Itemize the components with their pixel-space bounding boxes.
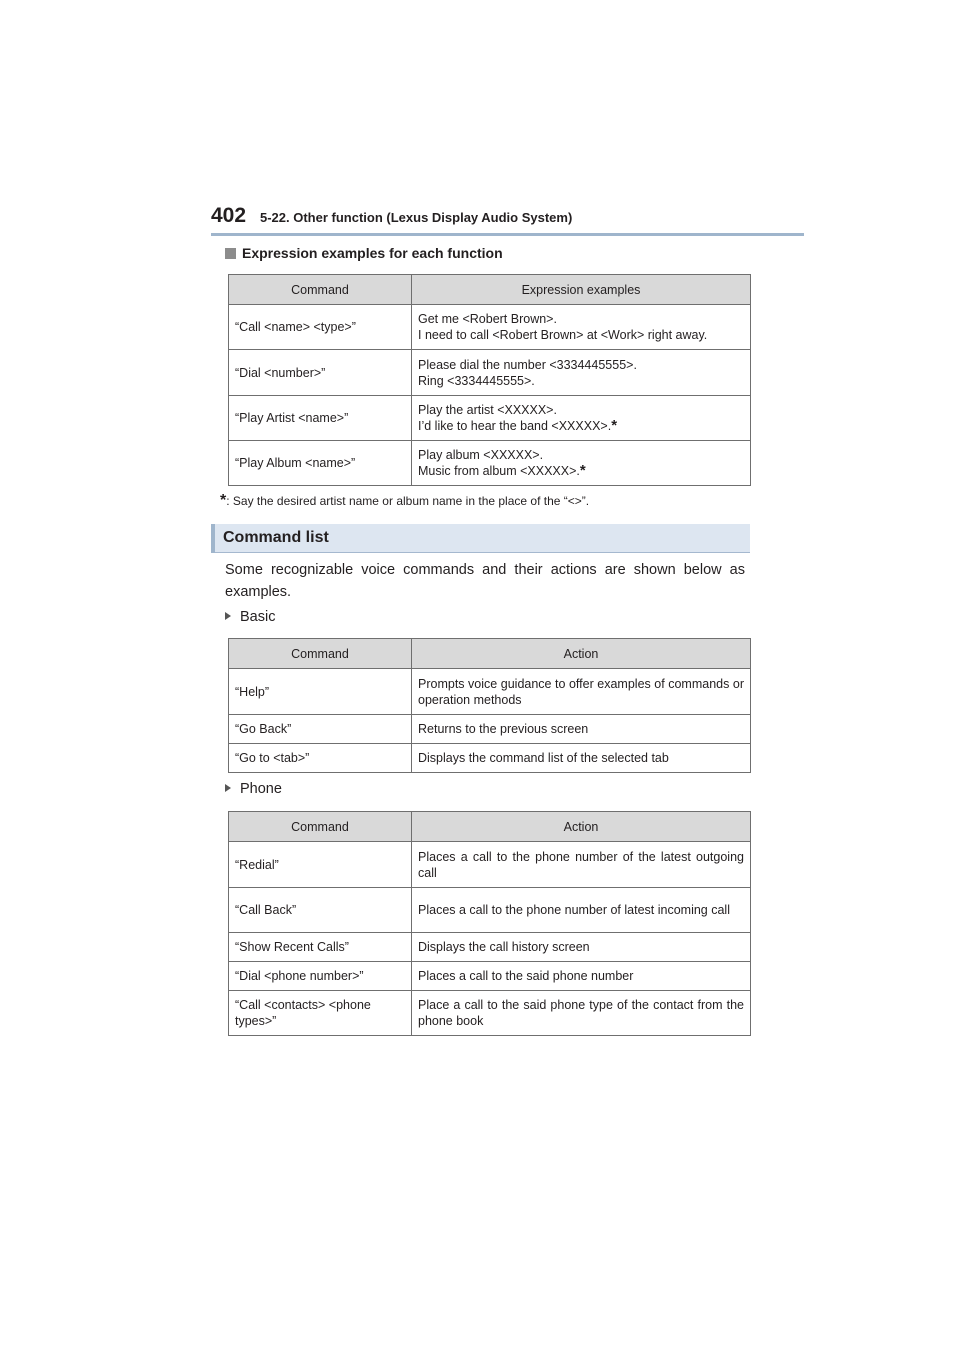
command-cell: “Dial <number>” [229,350,412,396]
basic-command-table [228,638,751,773]
table-row [229,842,751,888]
expression-line: Play the artist <XXXXX>. [418,403,557,417]
header-rule [211,233,804,236]
footnote [220,492,589,510]
asterisk-mark: * [579,462,586,479]
col-header-expressions: Expression examples [412,275,751,305]
triangle-bullet-icon [225,784,231,792]
section-heading-bar [211,524,750,553]
col-header-action: Action [412,812,751,842]
expression-line: I need to call <Robert Brown> at <Work> right away. [418,328,708,342]
col-header-command: Command [229,275,412,305]
expression-cell [412,396,751,441]
intro-paragraph: Some recognizable voice commands and their actions are shown below as examples. [225,562,745,600]
command-cell: “Dial <phone number>” [229,962,412,991]
section-title: Command list [223,529,329,546]
table-row [229,962,751,991]
expression-line [418,418,744,434]
page-number: 402 [211,204,247,227]
basic-heading [225,609,275,625]
expression-cell [412,350,751,396]
phone-heading [225,781,282,797]
page-header [211,204,804,237]
table-row [229,744,751,773]
expression-text: I’d like to hear the band <XXXXX>. [418,419,612,433]
command-cell: “Call Back” [229,888,412,933]
action-cell: Places a call to the phone number of latest incoming call [412,888,751,933]
col-header-action: Action [412,639,751,669]
col-header-command: Command [229,812,412,842]
expression-line: Ring <3334445555>. [418,373,535,388]
phone-label: Phone [240,781,282,797]
table-row [229,933,751,962]
expression-line [418,463,744,479]
chapter-title: 5-22. Other function (Lexus Display Audio System) [260,210,573,225]
command-cell: “Go Back” [229,715,412,744]
command-cell: “Show Recent Calls” [229,933,412,962]
command-cell: “Redial” [229,842,412,888]
table-row [229,669,751,715]
col-header-command: Command [229,639,412,669]
table-row [229,888,751,933]
expression-subhead-text: Expression examples for each function [242,245,503,261]
action-cell: Places a call to the said phone number [412,962,751,991]
expression-subhead [225,245,503,261]
action-cell: Prompts voice guidance to offer examples of commands or operation methods [412,669,751,715]
table-row [229,441,751,486]
asterisk-mark: * [611,417,618,434]
action-cell: Places a call to the phone number of the latest outgoing call [412,842,751,888]
table-row [229,396,751,441]
basic-label: Basic [240,609,276,625]
expression-cell [412,305,751,350]
command-cell: “Call <contacts> <phone types>” [229,991,412,1036]
action-cell: Returns to the previous screen [412,715,751,744]
expression-text: Music from album <XXXXX>. [418,464,580,478]
footnote-asterisk: * [220,492,227,509]
command-cell: “Play Artist <name>” [229,396,412,441]
phone-command-table [228,811,751,1036]
action-cell: Displays the call history screen [412,933,751,962]
expression-line: Please dial the number <3334445555>. [418,357,637,372]
table-row [229,305,751,350]
command-cell: “Call <name> <type>” [229,305,412,350]
action-cell: Place a call to the said phone type of the contact from the phone book [412,991,751,1036]
triangle-bullet-icon [225,612,231,620]
expression-cell [412,441,751,486]
table-row [229,350,751,396]
section-accent [211,524,215,553]
command-cell: “Go to <tab>” [229,744,412,773]
expression-line: Get me <Robert Brown>. [418,312,557,326]
action-cell: Displays the command list of the selected tab [412,744,751,773]
command-cell: “Play Album <name>” [229,441,412,486]
command-cell: “Help” [229,669,412,715]
expression-table [228,274,751,486]
square-bullet-icon [225,248,236,259]
expression-line: Play album <XXXXX>. [418,448,544,462]
footnote-text: : Say the desired artist name or album name in the place of the “<>”. [226,494,590,508]
table-row [229,991,751,1036]
table-row [229,715,751,744]
